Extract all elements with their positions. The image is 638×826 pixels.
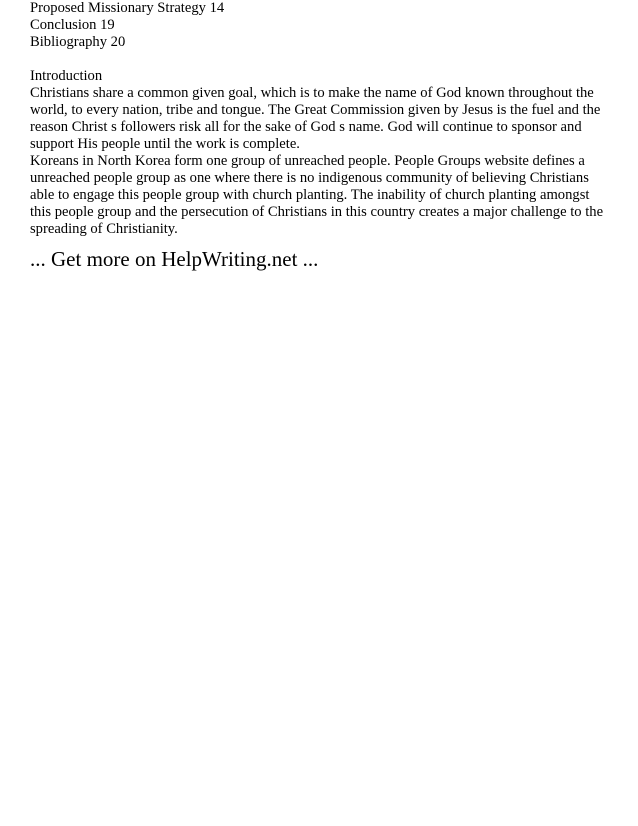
toc-entry-conclusion: Conclusion 19 xyxy=(30,17,115,33)
section-heading: Introduction xyxy=(30,68,103,84)
document-page xyxy=(30,0,612,272)
toc-entry-bibliography: Bibliography 20 xyxy=(30,34,126,50)
paragraph-1: Christians share a common given goal, which is to make the name of God known throughout the world, to every nation, tribe and tongue. The Great Commission given by Jesus is the fuel and the reason Christ s followers risk all for the sake of God s name. God will continue to sponsor and support His people until the work is complete. xyxy=(30,85,601,152)
spacer xyxy=(30,51,612,68)
get-more-link[interactable]: ... Get more on HelpWriting.net ... xyxy=(30,247,319,271)
paragraph-2: Koreans in North Korea form one group of unreached people. People Groups website defines a unreached people group as one where there is no indigenous community of believing Christians able to engage this people group with church planting. The inability of church planting amongst this people group and the persecution of Christians in this country creates a major challenge to the spreading of Christianity. xyxy=(30,153,604,237)
toc-entry-strategy: Proposed Missionary Strategy 14 xyxy=(30,0,225,16)
